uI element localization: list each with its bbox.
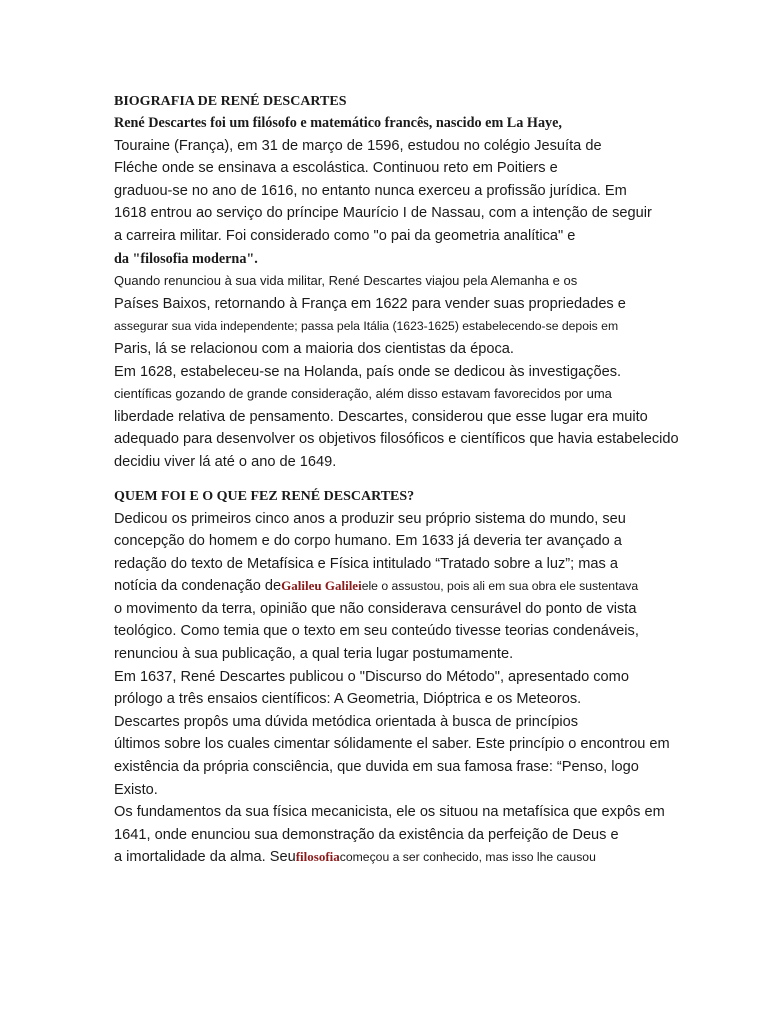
galileu-line-before: notícia da condenação de	[114, 578, 282, 595]
galileu-galilei-link[interactable]: Galileu Galilei	[281, 578, 362, 594]
document-body	[114, 92, 714, 869]
text-line: a carreira militar. Foi considerado como "o pai da geometria analítica" e	[114, 227, 576, 244]
text-line: Paris, lá se relacionou com a maioria dos cientistas da época.	[114, 340, 514, 357]
text-line: últimos sobre los cuales cimentar sólidamente el saber. Este princípio o encontrou em	[114, 736, 670, 753]
intro-bold-line: René Descartes foi um filósofo e matemático francês, nascido em La Haye,	[114, 115, 562, 131]
text-line: redação do texto de Metafísica e Física intitulado “Tratado sobre a luz”; mas a	[114, 555, 619, 572]
text-line: adequado para desenvolver os objetivos filosóficos e científicos que havia estabelecido	[114, 431, 679, 448]
text-line: Dedicou os primeiros cinco anos a produzir seu próprio sistema do mundo, seu	[114, 510, 626, 527]
paragraph-works	[114, 508, 714, 870]
text-line: liberdade relativa de pensamento. Descartes, considerou que esse lugar era muito	[114, 408, 648, 425]
text-line: Existo.	[114, 781, 158, 798]
text-line: Em 1637, René Descartes publicou o "Discurso do Método", apresentado como	[114, 668, 629, 685]
intro-bold-end: da "filosofia moderna".	[114, 250, 258, 267]
text-line: assegurar sua vida independente; passa pela Itália (1623-1625) estabelecendo-se depois em	[114, 319, 619, 334]
heading-quem-foi: QUEM FOI E O QUE FEZ RENÉ DESCARTES?	[114, 488, 415, 504]
text-line: Em 1628, estabeleceu-se na Holanda, país onde se dedicou às investigações.	[114, 363, 622, 380]
galileu-line-after: ele o assustou, pois ali em sua obra ele sustentava	[361, 579, 639, 594]
filosofia-line	[114, 846, 714, 869]
text-line: decidiu viver lá até o ano de 1649.	[114, 453, 337, 470]
text-line: graduou-se no ano de 1616, no entanto nunca exerceu a profissão jurídica. Em	[114, 182, 627, 199]
text-line: científicas gozando de grande consideração, além disso estavam favorecidos por uma	[114, 386, 612, 402]
filosofia-line-after: começou a ser conhecido, mas isso lhe causou	[339, 850, 596, 865]
text-line: Touraine (França), em 31 de março de 1596, estudou no colégio Jesuíta de	[114, 137, 602, 154]
text-line: 1641, onde enunciou sua demonstração da existência da perfeição de Deus e	[114, 826, 619, 843]
text-line: Quando renunciou à sua vida militar, René Descartes viajou pela Alemanha e os	[114, 273, 578, 289]
text-line: Países Baixos, retornando à França em 1622 para vender suas propriedades e	[114, 295, 626, 312]
text-line: concepção do homem e do corpo humano. Em 1633 já deveria ter avançado a	[114, 533, 622, 550]
paragraph-intro	[114, 112, 714, 270]
text-line: renunciou à sua publicação, a qual teria lugar postumamente.	[114, 646, 514, 663]
text-line: Fléche onde se ensinava a escolástica. Continuou reto em Poitiers e	[114, 160, 558, 177]
text-line: Os fundamentos da sua física mecanicista, ele os situou na metafísica que expôs em	[114, 804, 665, 821]
filosofia-link[interactable]: filosofia	[295, 849, 340, 865]
heading-biografia: BIOGRAFIA DE RENÉ DESCARTES	[114, 94, 347, 109]
text-line: prólogo a três ensaios científicos: A Geometria, Dióptrica e os Meteoros.	[114, 691, 582, 708]
text-line: Descartes propôs uma dúvida metódica orientada à busca de princípios	[114, 713, 579, 730]
text-line: teológico. Como temia que o texto em seu conteúdo tivesse teorias condenáveis,	[114, 623, 639, 640]
filosofia-line-before: a imortalidade da alma. Seu	[114, 849, 296, 866]
text-line: o movimento da terra, opinião que não considerava censurável do ponto de vista	[114, 600, 637, 617]
spacer	[114, 474, 714, 486]
galileu-line	[114, 575, 714, 598]
paragraph-travels	[114, 270, 714, 473]
text-line: existência da própria consciência, que duvida em sua famosa frase: “Penso, logo	[114, 759, 639, 776]
text-line: 1618 entrou ao serviço do príncipe Maurício I de Nassau, com a intenção de seguir	[114, 205, 652, 222]
